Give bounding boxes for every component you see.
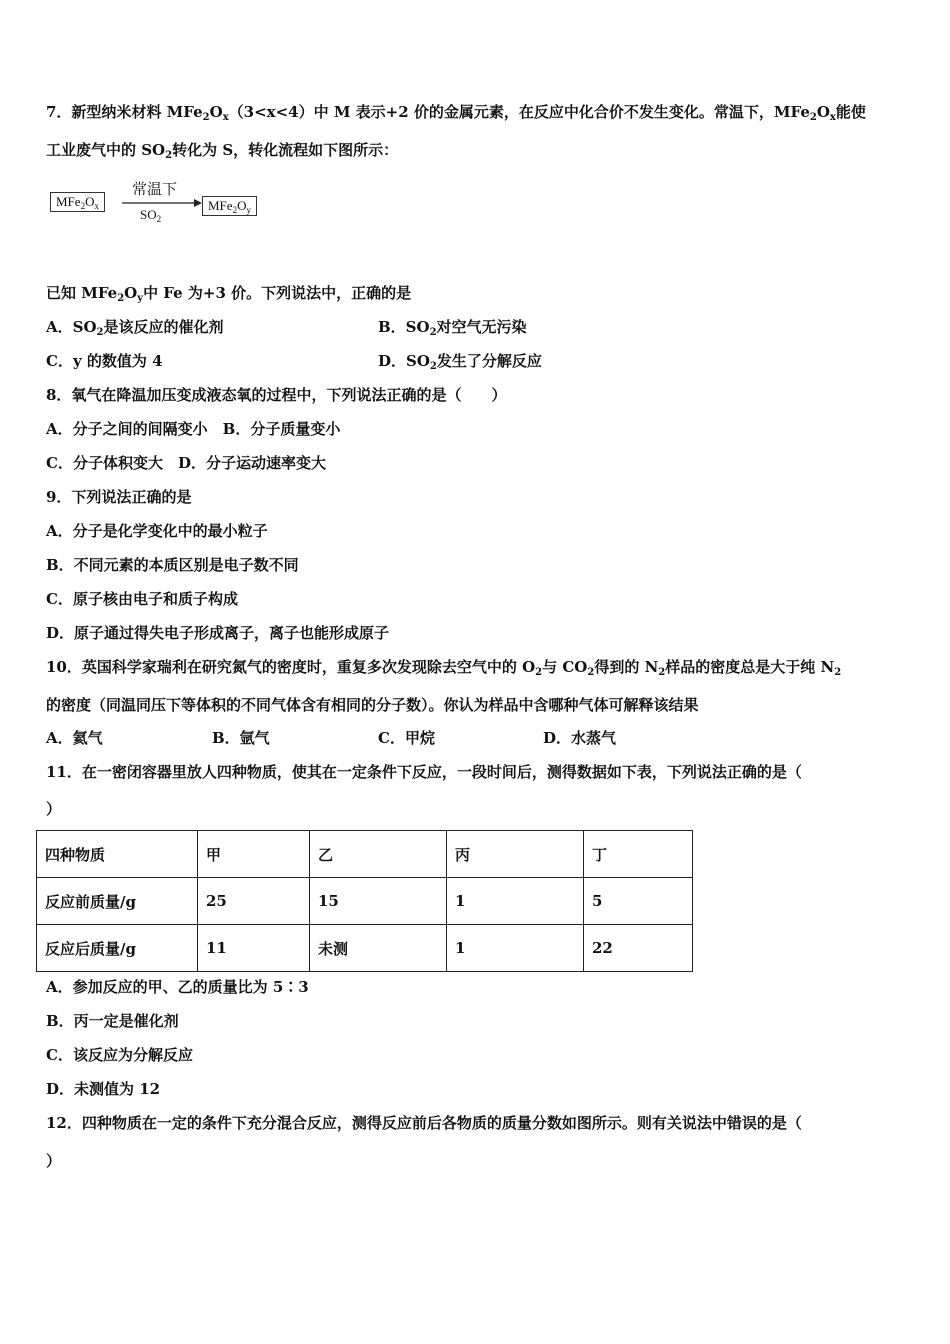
flow-product-box: $MFe_2O_y$ bbox=[202, 196, 257, 216]
q7-option-c[interactable]: C．y 的数值为 4 bbox=[46, 352, 163, 370]
table-cell: 反应前质量/g bbox=[37, 878, 198, 925]
table-cell: 1 bbox=[447, 878, 584, 925]
q11-data-table bbox=[36, 830, 693, 972]
q8-stem: 8．氧气在降温加压变成液态氧的过程中，下列说法正确的是（ ） bbox=[46, 386, 507, 404]
q7-option-b[interactable]: B．$SO_2$对空气无污染 bbox=[378, 318, 527, 338]
table-cell: 反应后质量/g bbox=[37, 925, 198, 972]
q11-option-b[interactable]: B．丙一定是催化剂 bbox=[46, 1012, 179, 1030]
flow-reactant-box: $MFe_2O_x$ bbox=[50, 192, 105, 212]
table-cell: 5 bbox=[584, 878, 693, 925]
q7-option-d[interactable]: D．$SO_2$发生了分解反应 bbox=[378, 352, 542, 372]
table-cell: 22 bbox=[584, 925, 693, 972]
q12-stem-line-1: 12．四种物质在一定的条件下充分混合反应，测得反应前后各物质的质量分数如图所示。则有关说法中错误的是（ bbox=[46, 1114, 802, 1132]
q10-option-a[interactable]: A．氦气 bbox=[46, 729, 103, 747]
q11-stem-line-2: ） bbox=[46, 800, 62, 818]
table-cell: 四种物质 bbox=[37, 831, 198, 878]
q7-option-a[interactable]: A．$SO_2$是该反应的催化剂 bbox=[46, 318, 224, 338]
q7-stem-line-1: 7．新型纳米材料 $MFe_2O_x(3<x<4)$中 M 表示+2 价的金属元素，在反应中化合价不发生变化。常温下，$MFe_2O_x$能使 bbox=[46, 103, 866, 123]
table-cell: 11 bbox=[198, 925, 310, 972]
q11-option-c[interactable]: C．该反应为分解反应 bbox=[46, 1046, 193, 1064]
table-cell: 丁 bbox=[584, 831, 693, 878]
q11-stem-line-1: 11．在一密闭容器里放人四种物质，使其在一定条件下反应，一段时间后，测得数据如下表，下列说法正确的是（ bbox=[46, 763, 802, 781]
q10-option-d[interactable]: D．水蒸气 bbox=[543, 729, 617, 747]
q8-options-ab[interactable]: A．分子之间的间隔变小 B．分子质量变小 bbox=[46, 420, 341, 438]
q11-option-d[interactable]: D．未测值为 12 bbox=[46, 1080, 161, 1098]
q9-option-b[interactable]: B．不同元素的本质区别是电子数不同 bbox=[46, 556, 299, 574]
q10-stem-line-1: 10．英国科学家瑞利在研究氮气的密度时，重复多次发现除去空气中的 $O_2$与 $CO_2$得到的 $N_2$样品的密度总是大于纯 $N_2$ bbox=[46, 658, 842, 678]
flow-arrow-icon bbox=[122, 198, 202, 208]
table-cell: 未测 bbox=[310, 925, 447, 972]
table-cell: 丙 bbox=[447, 831, 584, 878]
q9-stem: 9．下列说法正确的是 bbox=[46, 488, 192, 506]
q9-option-c[interactable]: C．原子核由电子和质子构成 bbox=[46, 590, 238, 608]
q7-question: 已知 $MFe_2O_y$中 Fe 为+3 价。下列说法中，正确的是 bbox=[46, 284, 412, 304]
table-cell: 15 bbox=[310, 878, 447, 925]
q10-stem-line-2: 的密度（同温同压下等体积的不同气体含有相同的分子数）。你认为样品中含哪种气体可解释该结果 bbox=[46, 696, 699, 714]
q11-option-a[interactable]: A．参加反应的甲、乙的质量比为 5∶3 bbox=[46, 978, 309, 996]
table-row bbox=[37, 878, 693, 925]
q10-option-c[interactable]: C．甲烷 bbox=[378, 729, 435, 747]
table-header-row bbox=[37, 831, 693, 878]
table-cell: 甲 bbox=[198, 831, 310, 878]
table-cell: 1 bbox=[447, 925, 584, 972]
q9-option-d[interactable]: D．原子通过得失电子形成离子，离子也能形成原子 bbox=[46, 624, 390, 642]
table-cell: 乙 bbox=[310, 831, 447, 878]
table-cell: 25 bbox=[198, 878, 310, 925]
q8-options-cd[interactable]: C．分子体积变大 D．分子运动速率变大 bbox=[46, 454, 326, 472]
q7-conversion-flow-diagram bbox=[50, 176, 290, 236]
q10-option-b[interactable]: B．氩气 bbox=[212, 729, 270, 747]
table-row bbox=[37, 925, 693, 972]
q12-stem-line-2: ） bbox=[46, 1152, 62, 1170]
flow-condition-label: 常温下 bbox=[132, 180, 178, 198]
q9-option-a[interactable]: A．分子是化学变化中的最小粒子 bbox=[46, 522, 268, 540]
flow-reagent-label: $SO_2$ bbox=[140, 207, 162, 224]
q7-stem-line-2: 工业废气中的 $SO_2$转化为 S，转化流程如下图所示： bbox=[46, 141, 399, 161]
